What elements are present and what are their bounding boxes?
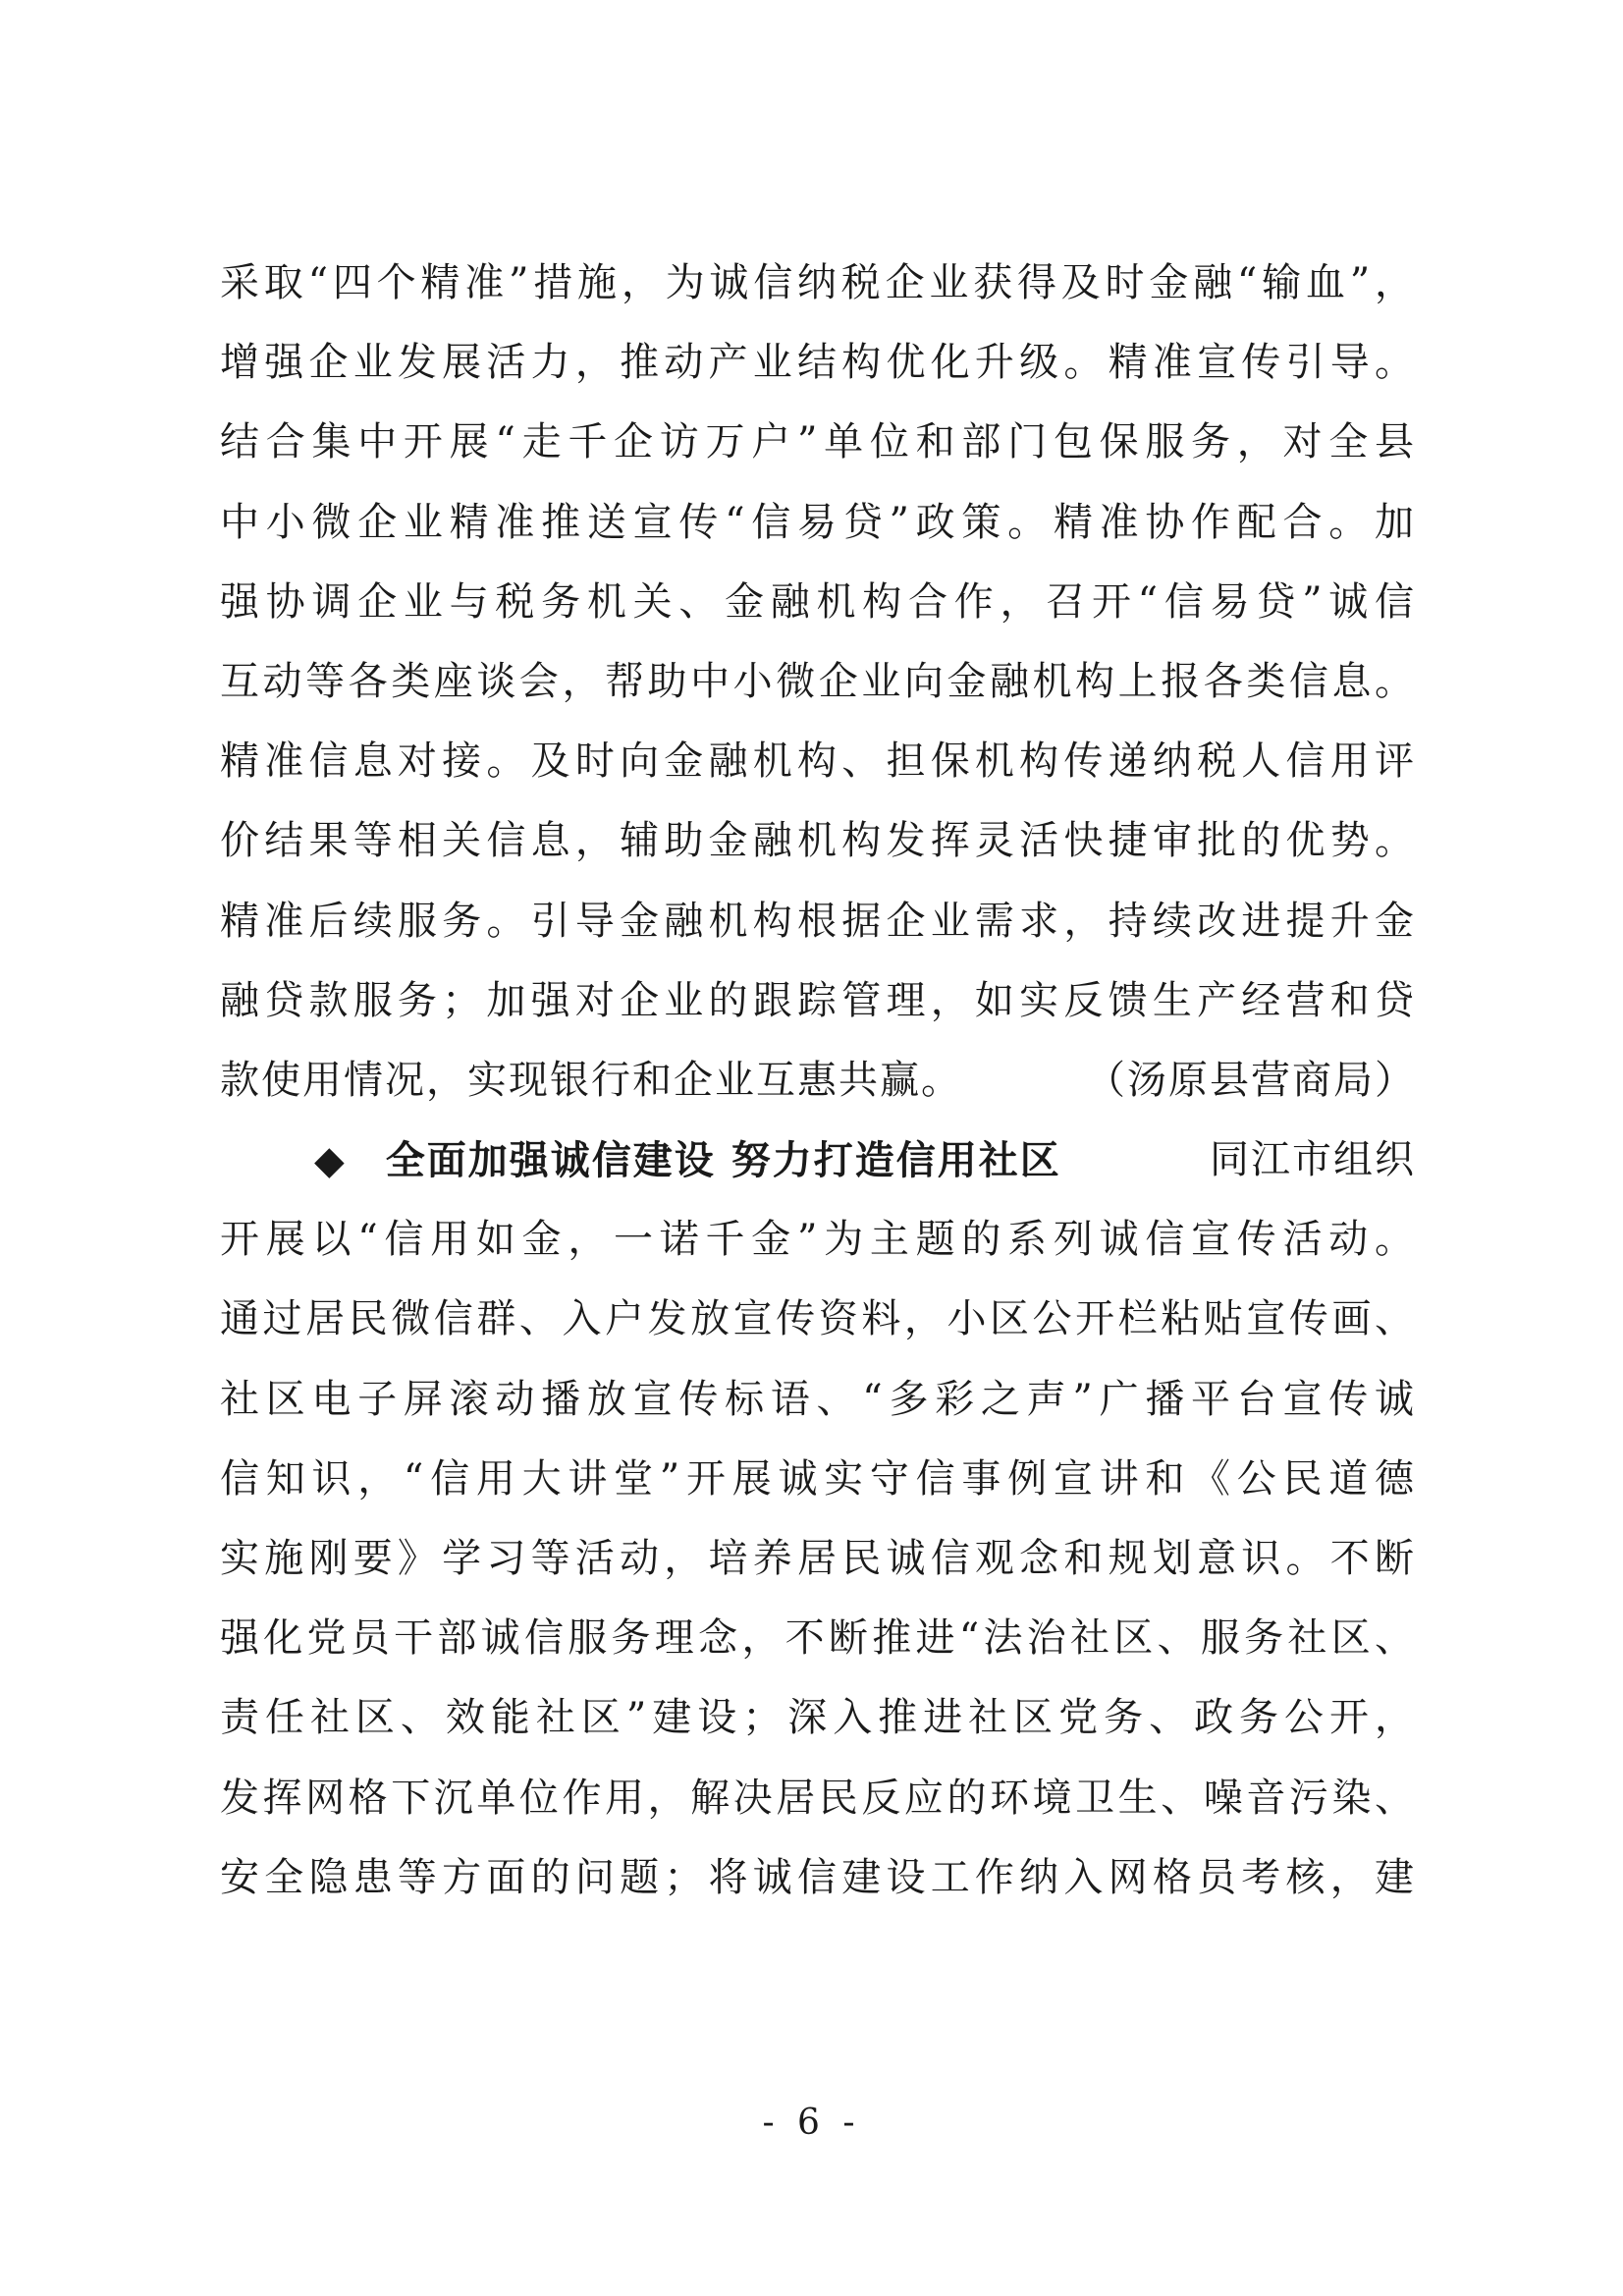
text-line: 责任社区、效能社区”建设；深入推进社区党务、政务公开， <box>220 1695 1416 1741</box>
section-heading: 全面加强诚信建设 努力打造信用社区 <box>385 1137 1061 1183</box>
section-heading-tail: 同江市组织 <box>1210 1137 1416 1183</box>
text-line: 实施刚要》学习等活动，培养居民诚信观念和规划意识。不断 <box>220 1536 1416 1581</box>
text-line: 安全隐患等方面的问题；将诚信建设工作纳入网格员考核，建 <box>220 1854 1416 1900</box>
text-line: 强协调企业与税务机关、金融机构合作，召开“信易贷”诚信 <box>220 578 1416 625</box>
text-line: 强化党员干部诚信服务理念，不断推进“法治社区、服务社区、 <box>220 1615 1416 1662</box>
text-line: 通过居民微信群、入户发放宣传资料，小区公开栏粘贴宣传画、 <box>220 1296 1416 1342</box>
text-line: 信知识，“信用大讲堂”开展诚实守信事例宣讲和《公民道德 <box>220 1455 1416 1502</box>
text-line: 价结果等相关信息，辅助金融机构发挥灵活快捷审批的优势。 <box>220 818 1416 864</box>
body-text <box>220 244 1416 1918</box>
text-line: 融贷款服务；加强对企业的跟踪管理，如实反馈生产经营和贷 <box>220 977 1416 1023</box>
source-attribution: （汤原县营商局） <box>1086 1057 1416 1103</box>
paragraph-end-text: 款使用情况，实现银行和企业互惠共赢。 <box>220 1057 962 1103</box>
text-line: 发挥网格下沉单位作用，解决居民反应的环境卫生、噪音污染、 <box>220 1775 1416 1821</box>
text-line: 结合集中开展“走千企访万户”单位和部门包保服务，对全县 <box>220 419 1416 465</box>
text-line-last <box>220 1041 1416 1121</box>
text-line: 增强企业发展活力，推动产业结构优化升级。精准宣传引导。 <box>220 340 1416 386</box>
diamond-bullet-icon: ◆ <box>314 1136 347 1183</box>
section-heading-line <box>220 1121 1416 1200</box>
text-line: 采取“四个精准”措施，为诚信纳税企业获得及时金融“输血”， <box>220 260 1416 305</box>
text-line: 精准后续服务。引导金融机构根据企业需求，持续改进提升金 <box>220 898 1416 944</box>
text-line: 中小微企业精准推送宣传“信易贷”政策。精准协作配合。加 <box>220 499 1416 545</box>
page-number: - 6 - <box>762 2103 861 2143</box>
text-line: 开展以“信用如金，一诺千金”为主题的系列诚信宣传活动。 <box>220 1217 1416 1263</box>
text-line: 社区电子屏滚动播放宣传标语、“多彩之声”广播平台宣传诚 <box>220 1376 1416 1422</box>
text-line: 互动等各类座谈会，帮助中小微企业向金融机构上报各类信息。 <box>220 658 1416 704</box>
text-line: 精准信息对接。及时向金融机构、担保机构传递纳税人信用评 <box>220 738 1416 785</box>
